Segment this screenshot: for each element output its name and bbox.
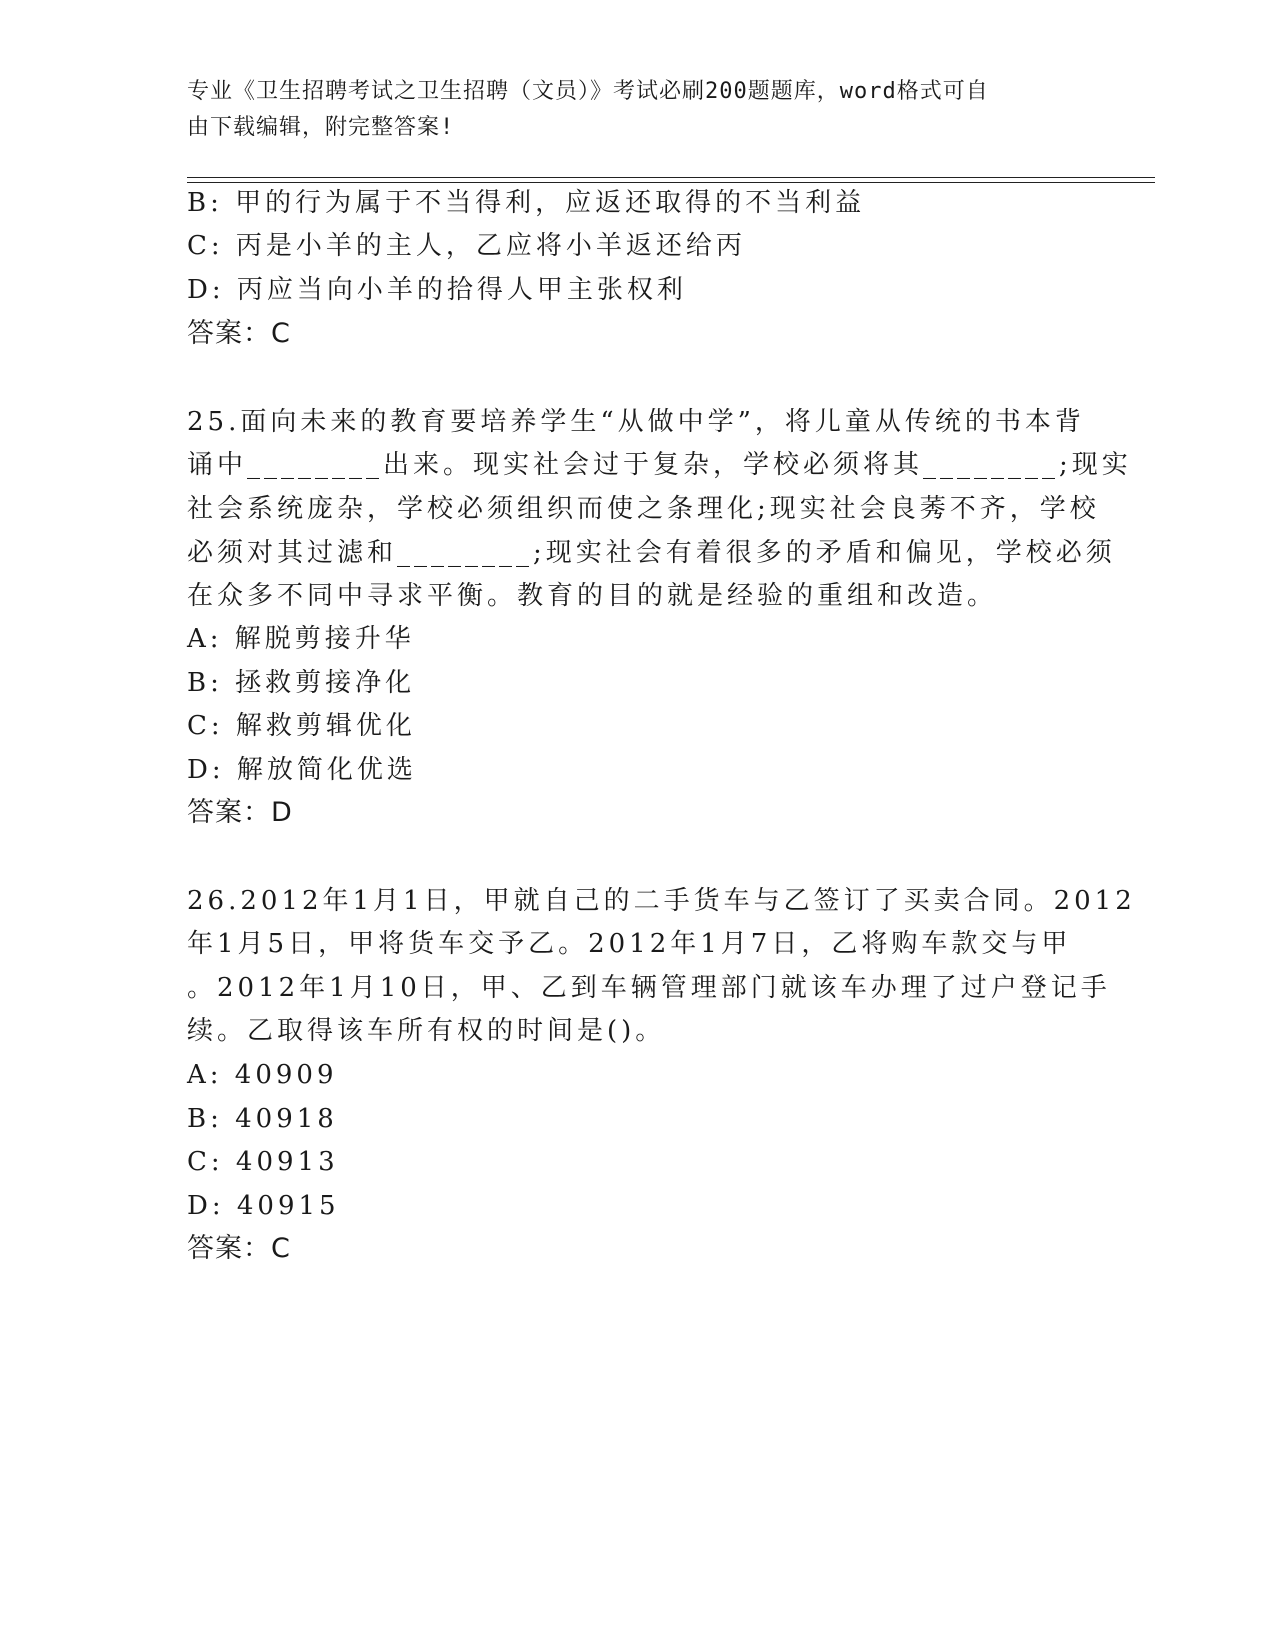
q25-stem-line-4: 必须对其过滤和________;现实社会有着很多的矛盾和偏见，学校必须 (187, 538, 1116, 568)
q25-option-a: A: 解脱剪接升华 (187, 624, 415, 654)
q24-option-b: B: 甲的行为属于不当得利，应返还取得的不当利益 (187, 188, 866, 218)
q26-stem-line-1: 26.2012年1月1日，甲就自己的二手货车与乙签订了买卖合同。2012 (187, 886, 1136, 916)
q25-answer: 答案：D (187, 797, 293, 828)
q26-option-c: C: 40913 (187, 1147, 339, 1177)
q24-option-c: C: 丙是小羊的主人，乙应将小羊返还给丙 (187, 231, 746, 261)
q25-stem-line-5: 在众多不同中寻求平衡。教育的目的就是经验的重组和改造。 (187, 581, 998, 611)
header-divider-top (187, 177, 1155, 178)
q25-stem-line-1: 25.面向未来的教育要培养学生“从做中学”，将儿童从传统的书本背 (187, 407, 1085, 437)
q26-answer: 答案：C (187, 1233, 291, 1264)
q26-option-d: D: 40915 (187, 1191, 340, 1221)
q25-stem-line-3: 社会系统庞杂，学校必须组织而使之条理化;现实社会良莠不齐，学校 (187, 494, 1100, 524)
document-header (187, 74, 1067, 146)
q25-stem-line-2: 诵中________出来。现实社会过于复杂，学校必须将其________;现实 (187, 450, 1132, 480)
q24-option-d: D: 丙应当向小羊的拾得人甲主张权利 (187, 275, 687, 305)
q25-option-d: D: 解放简化优选 (187, 755, 417, 785)
q26-stem-line-2: 年1月5日，甲将货车交予乙。2012年1月7日，乙将购车款交与甲 (187, 929, 1072, 959)
q26-option-b: B: 40918 (187, 1104, 338, 1134)
q24-answer: 答案：C (187, 318, 291, 349)
header-line-2: 由下载编辑，附完整答案! (187, 115, 455, 140)
header-line-1: 专业《卫生招聘考试之卫生招聘（文员）》考试必刷200题题库，word格式可自 (187, 79, 989, 104)
q25-option-b: B: 拯救剪接净化 (187, 668, 416, 698)
q25-option-c: C: 解救剪辑优化 (187, 711, 416, 741)
q26-stem-line-3: 。2012年1月10日，甲、乙到车辆管理部门就该车办理了过户登记手 (187, 973, 1111, 1003)
header-divider-bottom (187, 182, 1155, 183)
q26-option-a: A: 40909 (187, 1060, 338, 1090)
q26-stem-line-4: 续。乙取得该车所有权的时间是()。 (187, 1016, 666, 1046)
